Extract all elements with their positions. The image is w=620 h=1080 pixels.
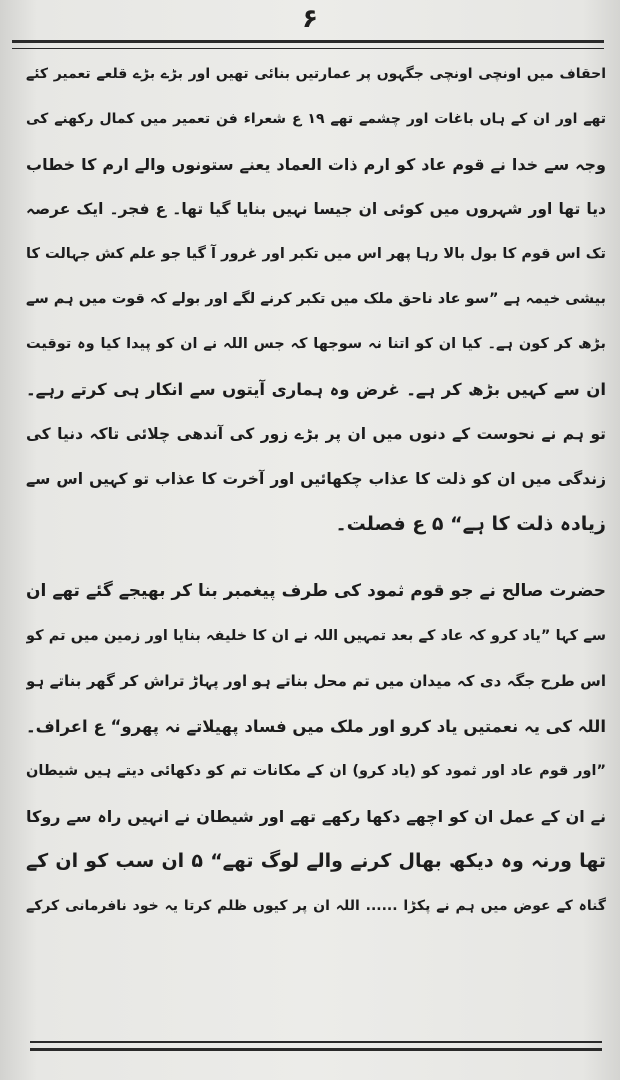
text-line: تھے اور ان کے ہاں باغات اور چشمے تھے ۱۹ ع شعراء فن تعمیر میں کمال رکھنے کی bbox=[26, 111, 606, 127]
paragraph-2 bbox=[26, 569, 606, 929]
text-line: احقاف میں اونچی اونچی جگہوں پر عمارتیں بنائی تھیں اور بڑے بڑے قلعے تعمیر کئے bbox=[26, 66, 606, 82]
text-line: نے ان کے عمل ان کو اچھے دکھا رکھے تھے اور شیطان نے انہیں راہ سے روکا bbox=[26, 807, 606, 826]
text-line: ان سے کہیں بڑھ کر ہے۔ غرض وہ ہماری آیتوں سے انکار ہی کرتے رہے۔ bbox=[26, 380, 606, 399]
text-line: ”اور قوم عاد اور ثمود کو (یاد کرو) ان کے مکانات تم کو دکھائی دیتے ہیں شیطان bbox=[26, 763, 606, 779]
text-line: حضرت صالح نے جو قوم ثمود کی طرف پیغمبر بنا کر بھیجے گئے تھے ان bbox=[26, 581, 606, 601]
text-line: تو ہم نے نحوست کے دنوں میں ان پر بڑے زور کی آندھی چلائی تاکہ دنیا کی bbox=[26, 425, 606, 443]
text-line: گناہ کے عوض میں ہم نے پکڑا ...... اللہ ان پر کیوں ظلم کرتا یہ خود نافرمانی کرکے bbox=[26, 898, 606, 914]
text-line: تک اس قوم کا بول بالا رہا پھر اس میں تکبر اور غرور آ گیا جو علم کش جہالت کا bbox=[26, 246, 606, 262]
body-text bbox=[26, 52, 606, 929]
page-number: ۶ bbox=[302, 4, 318, 34]
text-line: تھا ورنہ وہ دیکھ بھال کرنے والے لوگ تھے“ ۵ ان سب کو ان کے bbox=[26, 850, 606, 872]
text-line: سے کہا ”یاد کرو کہ عاد کے بعد تمہیں اللہ نے ان کا خلیفہ بنایا اور زمین میں تم کو bbox=[26, 628, 606, 644]
text-line: دیا تھا اور شہروں میں کوئی ان جیسا نہیں بنایا گیا تھا۔ ع فجر۔ ایک عرصہ bbox=[26, 200, 606, 218]
paragraph-gap bbox=[26, 547, 606, 569]
header-rule bbox=[12, 40, 604, 49]
paragraph-1 bbox=[26, 52, 606, 547]
text-line: اس طرح جگہ دی کہ میدان میں تم محل بناتے ہو اور پہاڑ تراش کر گھر بناتے ہو bbox=[26, 672, 606, 690]
text-line: زیادہ ذلت کا ہے“ ۵ ع فصلت۔ bbox=[335, 513, 606, 535]
text-line: اللہ کی یہ نعمتیں یاد کرو اور ملک میں فساد پھیلاتے نہ پھرو“ ع اعراف۔ bbox=[26, 717, 606, 736]
text-line: وجہ سے خدا نے قوم عاد کو ارم ذات العماد یعنے ستونوں والے ارم کا خطاب bbox=[26, 155, 606, 174]
text-line: بیشی خیمہ ہے ”سو عاد ناحق ملک میں تکبر کرنے لگے اور بولے کہ قوت میں ہم سے bbox=[26, 291, 606, 307]
text-line: زندگی میں ان کو ذلت کا عذاب چکھائیں اور آخرت کا عذاب تو کہیں اس سے bbox=[26, 470, 606, 488]
text-line: بڑھ کر کون ہے۔ کیا ان کو اتنا نہ سوجھا کہ جس اللہ نے ان کو پیدا کیا وہ توقیت bbox=[26, 336, 606, 352]
footer-rule bbox=[30, 1041, 602, 1051]
